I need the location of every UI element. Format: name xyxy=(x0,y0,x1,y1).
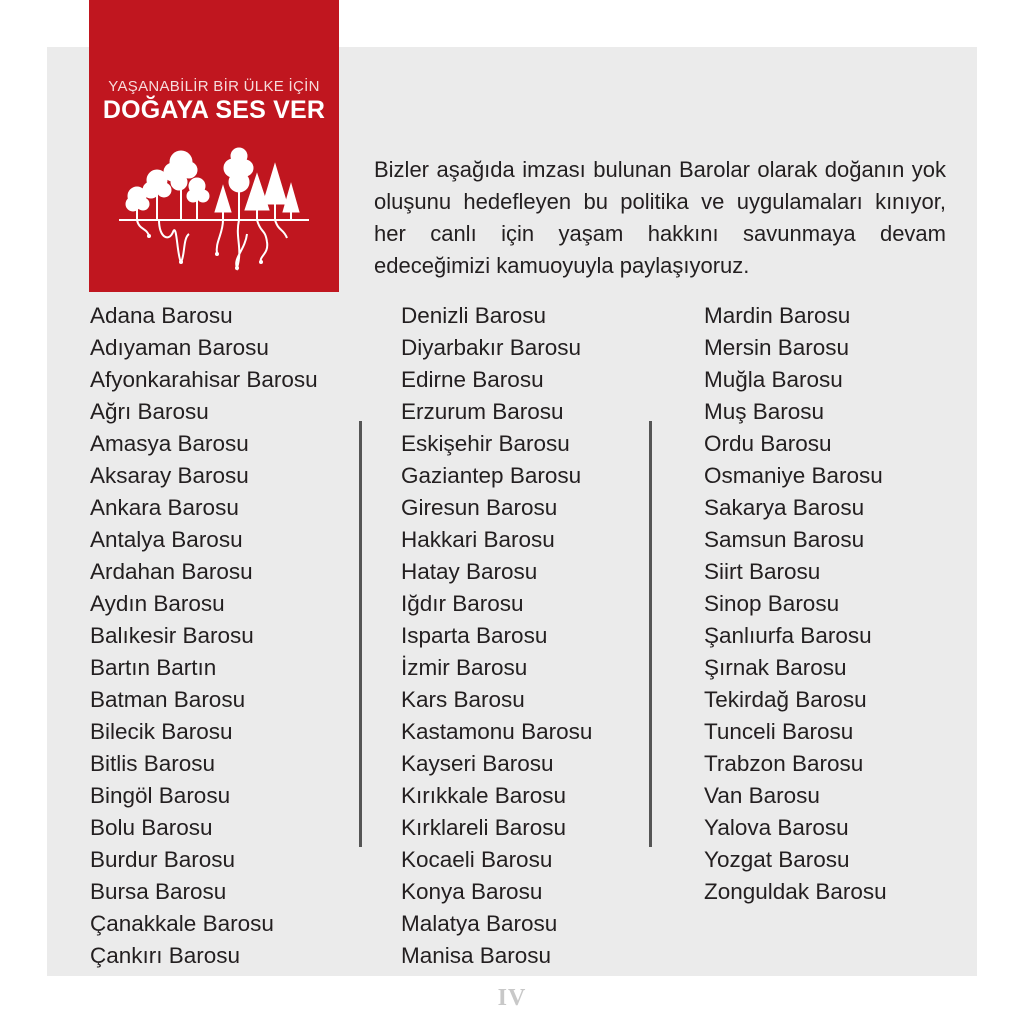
bar-list-item: Aydın Barosu xyxy=(90,591,225,616)
bar-list-item: Kayseri Barosu xyxy=(401,751,554,776)
bar-list-item: Adıyaman Barosu xyxy=(90,335,269,360)
bar-list-item: Zonguldak Barosu xyxy=(704,879,887,904)
bar-list-item: Çankırı Barosu xyxy=(90,943,241,968)
bar-list-item: Ağrı Barosu xyxy=(90,399,209,424)
bar-list-item: Kars Barosu xyxy=(401,687,525,712)
bar-list-item: Yalova Barosu xyxy=(704,815,849,840)
bar-list-item: Kocaeli Barosu xyxy=(401,847,553,872)
logo-title: DOĞAYA SES VER xyxy=(102,96,326,124)
bar-list-item: Balıkesir Barosu xyxy=(90,623,254,648)
bar-list-item: Erzurum Barosu xyxy=(401,399,564,424)
bar-list-item: Bursa Barosu xyxy=(90,879,227,904)
bar-list-item: Bitlis Barosu xyxy=(90,751,216,776)
bar-list-item: Sinop Barosu xyxy=(704,591,840,616)
bar-list-item: Ankara Barosu xyxy=(90,495,239,520)
bar-list-item: Tunceli Barosu xyxy=(704,719,854,744)
bar-list-item: Osmaniye Barosu xyxy=(704,463,883,488)
page-number: IV xyxy=(497,985,527,1011)
bar-list-item: Isparta Barosu xyxy=(401,623,548,648)
column-divider xyxy=(359,421,362,847)
bar-list-item: Sakarya Barosu xyxy=(704,495,865,520)
column-divider xyxy=(649,421,652,847)
bar-list-item: Iğdır Barosu xyxy=(401,591,524,616)
bar-list-item: Burdur Barosu xyxy=(90,847,236,872)
bar-list-item: İzmir Barosu xyxy=(401,655,528,680)
bar-list-item: Şanlıurfa Barosu xyxy=(704,623,872,648)
bar-list-item: Kırıkkale Barosu xyxy=(401,783,567,808)
bar-list-item: Muş Barosu xyxy=(704,399,825,424)
bar-list-item: Ordu Barosu xyxy=(704,431,832,456)
bar-list-item: Edirne Barosu xyxy=(401,367,544,392)
bar-list-item: Malatya Barosu xyxy=(401,911,558,936)
bar-list-item: Muğla Barosu xyxy=(704,367,843,392)
bar-list-column-2 xyxy=(401,300,592,972)
campaign-logo xyxy=(89,0,339,292)
bar-list-item: Mardin Barosu xyxy=(704,303,851,328)
bar-list-item: Ardahan Barosu xyxy=(90,559,253,584)
bar-list-item: Afyonkarahisar Barosu xyxy=(90,367,318,392)
bar-list-item: Mersin Barosu xyxy=(704,335,850,360)
statement-text: Bizler aşağıda imzası bulunan Barolar olarak doğanın yok oluşunu hedefleyen bu politika ve uygulamaları kınıyor, her canlı için yaşam hakkını savunmaya devam edeceğimizi kamuoyuyla paylaşıyoruz. xyxy=(374,157,946,278)
bar-list-item: Bartın Bartın xyxy=(90,655,217,680)
bar-list-item: Batman Barosu xyxy=(90,687,246,712)
bar-list-item: Kastamonu Barosu xyxy=(401,719,593,744)
bar-list-column-3 xyxy=(704,300,887,908)
bar-list-item: Diyarbakır Barosu xyxy=(401,335,582,360)
bar-list-item: Bingöl Barosu xyxy=(90,783,231,808)
bar-list-item: Bolu Barosu xyxy=(90,815,213,840)
bar-list-item: Hakkari Barosu xyxy=(401,527,555,552)
bar-list-item: Manisa Barosu xyxy=(401,943,552,968)
bar-list-item: Adana Barosu xyxy=(90,303,233,328)
trees-roots-icon xyxy=(119,138,309,278)
bar-list-item: Tekirdağ Barosu xyxy=(704,687,867,712)
bar-list-item: Şırnak Barosu xyxy=(704,655,847,680)
bar-list-item: Bilecik Barosu xyxy=(90,719,233,744)
bar-list-item: Trabzon Barosu xyxy=(704,751,864,776)
bar-list-item: Yozgat Barosu xyxy=(704,847,850,872)
bar-list-item: Denizli Barosu xyxy=(401,303,547,328)
bar-list-item: Samsun Barosu xyxy=(704,527,865,552)
bar-list-item: Giresun Barosu xyxy=(401,495,558,520)
bar-list-item: Antalya Barosu xyxy=(90,527,243,552)
bar-list-item: Eskişehir Barosu xyxy=(401,431,570,456)
bar-list-item: Konya Barosu xyxy=(401,879,543,904)
bar-list-item: Amasya Barosu xyxy=(90,431,249,456)
bar-list-item: Siirt Barosu xyxy=(704,559,821,584)
bar-list-item: Van Barosu xyxy=(704,783,820,808)
bar-list-item: Hatay Barosu xyxy=(401,559,538,584)
bar-list-item: Gaziantep Barosu xyxy=(401,463,582,488)
bar-list-column-1 xyxy=(90,300,318,972)
bar-list-item: Kırklareli Barosu xyxy=(401,815,567,840)
logo-tagline: YAŞANABİLİR BİR ÜLKE İÇİN xyxy=(108,78,320,95)
bar-list-item: Aksaray Barosu xyxy=(90,463,249,488)
bar-list-item: Çanakkale Barosu xyxy=(90,911,274,936)
